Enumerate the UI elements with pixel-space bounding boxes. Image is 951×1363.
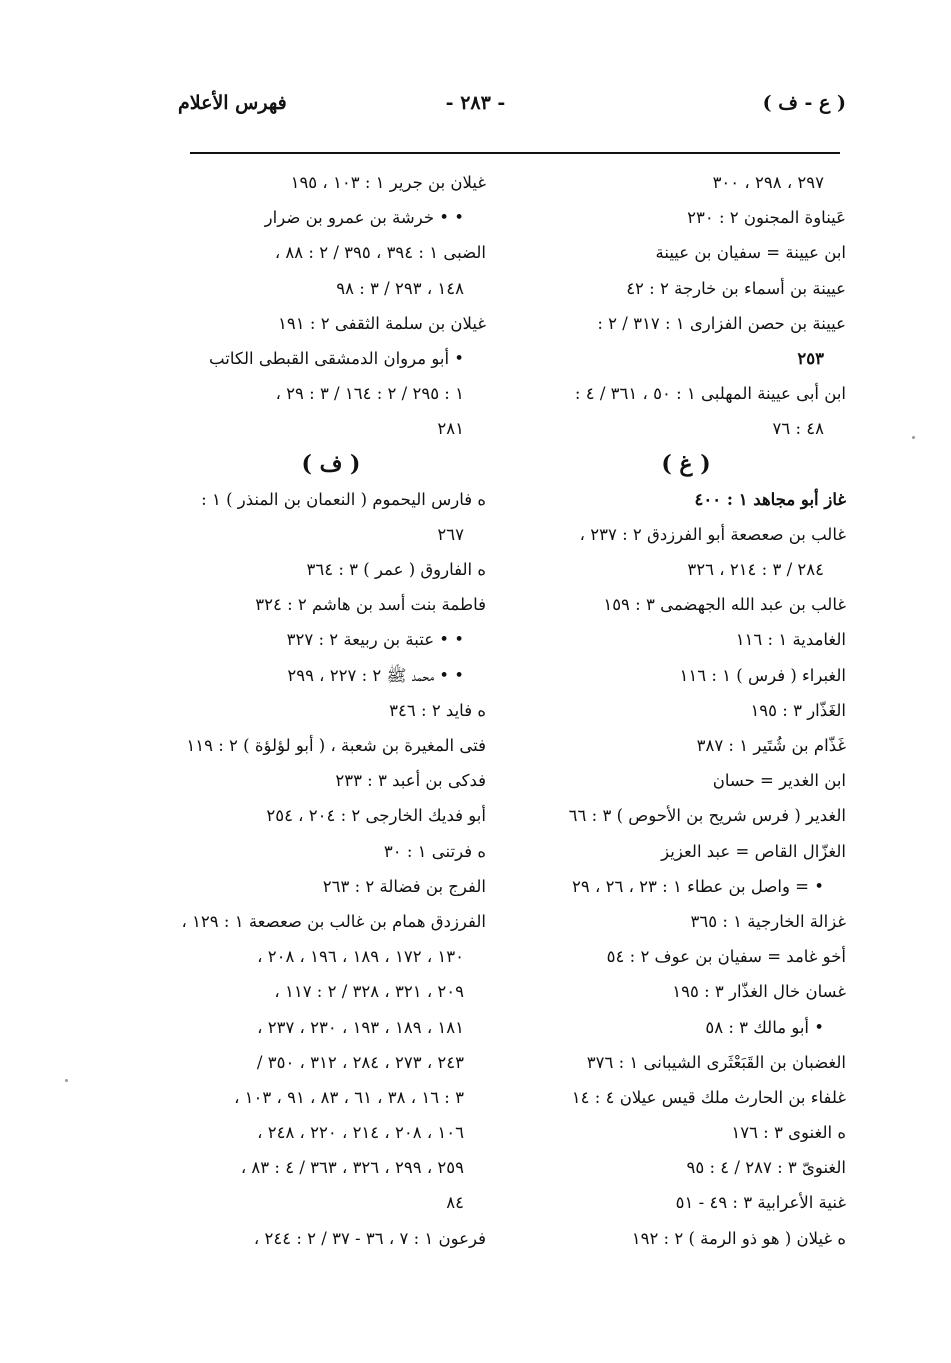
right-entry-line: ٢٨٤ / ٣ : ٢١٤ ، ٣٢٦	[687, 560, 824, 580]
left-entry-line: ه فرتنى ١ : ٣٠	[383, 841, 486, 861]
left-entry-line: • • خرشة بن عمرو بن ضرار	[264, 208, 464, 228]
section-letter-heading: ( ف )	[301, 450, 361, 477]
right-entry-line: الغدير ( فرس شريح بن الأحوص ) ٣ : ٦٦	[568, 806, 846, 826]
right-entry-line: عيينة بن حصن الفزارى ١ : ٣١٧ / ٢ :	[597, 313, 846, 333]
right-entry-line: ابن عيينة = سفيان بن عيينة	[655, 243, 846, 263]
left-entry-line: ٨٤	[446, 1193, 464, 1213]
right-entry-line: ٢٩٧ ، ٢٩٨ ، ٣٠٠	[712, 173, 824, 192]
scan-speck	[912, 436, 915, 439]
right-entry-line: عيينة بن أسماء بن خارجة ٢ : ٤٢	[626, 278, 846, 298]
left-entry-line: ٢٦٧	[437, 524, 464, 544]
scan-speck	[65, 1079, 68, 1082]
right-entry-line: غاز أبو مجاهد ١ : ٤٠٠	[694, 489, 846, 509]
left-entry-line: فاطمة بنت أسد بن هاشم ٢ : ٣٢٤	[255, 595, 486, 615]
left-entry-line: ه الفاروق ( عمر ) ٣ : ٣٦٤	[306, 560, 486, 580]
left-column	[176, 165, 486, 1256]
right-entry-line: • أبو مالك ٣ : ٥٨	[705, 1017, 824, 1037]
left-entry-line: ١ : ٢٩٥ / ٢ : ١٦٤ / ٣ : ٢٩ ،	[275, 384, 464, 404]
right-entry-line: ابن أبى عيينة المهلبى ١ : ٥٠ ، ٣٦١ / ٤ :	[574, 384, 846, 404]
left-entry-line: الضبى ١ : ٣٩٤ ، ٣٩٥ / ٢ : ٨٨ ،	[274, 243, 486, 263]
left-entry-line: ١٨١ ، ١٨٩ ، ١٩٣ ، ٢٣٠ ، ٢٣٧ ،	[257, 1017, 464, 1037]
left-entry-line: غيلان بن جرير ١ : ١٠٣ ، ١٩٥	[290, 173, 486, 192]
right-entry-line: الغبراء ( فرس ) ١ : ١١٦	[679, 665, 846, 685]
left-entry-line: فدكى بن أعبد ٣ : ٢٣٣	[335, 771, 486, 791]
left-entry-line: • أبو مروان الدمشقى القبطى الكاتب	[209, 348, 464, 368]
left-entry-line: فرعون ١ : ٧ ، ٣٦ - ٣٧ / ٢ : ٢٤٤ ،	[253, 1228, 486, 1248]
right-entry-line: الغامدية ١ : ١١٦	[735, 630, 846, 650]
left-entry-line: ٢٤٣ ، ٢٧٣ ، ٢٨٤ ، ٣١٢ ، ٣٥٠ /	[256, 1052, 464, 1072]
right-entry-line: ابن الغدير = حسان	[712, 771, 846, 791]
left-entry-line: • • عتبة بن ربيعة ٢ : ٣٢٧	[286, 630, 464, 650]
right-entry-line: عَيناوة المجنون ٢ : ٢٣٠	[687, 208, 846, 228]
left-entry-line: ١٤٨ ، ٢٩٣ / ٣ : ٩٨	[336, 278, 464, 298]
right-entry-line: غنية الأعرابية ٣ : ٤٩ - ٥١	[675, 1193, 846, 1213]
left-entry-line: ٢٨١	[437, 419, 464, 439]
section-letter-heading: ( غ )	[661, 450, 711, 477]
left-entry-line: ٢٠٩ ، ٣٢١ ، ٣٢٨ / ٢ : ١١٧ ،	[274, 982, 464, 1002]
left-entry-line: ٢٥٩ ، ٢٩٩ ، ٣٢٦ ، ٣٦٣ / ٤ : ٨٣ ،	[240, 1158, 464, 1178]
running-header-range: ( ع - ف )	[762, 92, 846, 114]
left-entry-line: ١٠٦ ، ٢٠٨ ، ٢١٤ ، ٢٢٠ ، ٢٤٨ ،	[257, 1123, 464, 1143]
header-rule	[190, 152, 840, 154]
left-entry-line: فتى المغيرة بن شعبة ، ( أبو لؤلؤة ) ٢ : ١١٩	[186, 736, 486, 755]
right-entry-line: غلفاء بن الحارث ملك قيس عيلان ٤ : ١٤	[571, 1087, 846, 1107]
right-entry-line: غالب بن عبد الله الجهضمى ٣ : ١٥٩	[603, 595, 846, 615]
left-entry-line: أبو فديك الخارجى ٢ : ٢٠٤ ، ٢٥٤	[266, 806, 486, 826]
right-entry-line: غَذّام بن شُتَير ١ : ٣٨٧	[696, 736, 846, 755]
right-entry-line: الغنوىّ ٣ : ٢٨٧ / ٤ : ٩٥	[686, 1158, 846, 1178]
right-entry-line: أخو غامد = سفيان بن عوف ٢ : ٥٤	[606, 947, 846, 967]
left-entry-line: ه فارس اليحموم ( النعمان بن المنذر ) ١ :	[201, 489, 486, 509]
right-entry-line: الغضبان بن القَبَعْثَرى الشيبانى ١ : ٣٧٦	[586, 1052, 846, 1072]
right-entry-line: ٤٨ : ٧٦	[772, 419, 824, 439]
right-entry-line: غالب بن صعصعة أبو الفرزدق ٢ : ٢٣٧ ،	[579, 524, 846, 544]
right-entry-line: ٢٥٣	[797, 348, 824, 368]
left-entry-line: الفرج بن فضالة ٢ : ٢٦٣	[322, 876, 486, 896]
left-entry-line: ٣ : ١٦ ، ٣٨ ، ٦١ ، ٨٣ ، ٩١ ، ١٠٣ ،	[234, 1087, 464, 1107]
left-entry-line: الفرزدق همام بن غالب بن صعصعة ١ : ١٢٩ ،	[181, 911, 486, 931]
right-entry-line: • = واصل بن عطاء ١ : ٢٣ ، ٢٦ ، ٢٩	[572, 876, 824, 896]
right-entry-line: ه الغنوى ٣ : ١٧٦	[731, 1123, 846, 1143]
left-entry-line: ه فايد ٢ : ٣٤٦	[389, 700, 486, 720]
right-entry-line: الغزّال القاص = عبد العزيز	[661, 841, 846, 861]
right-column	[526, 165, 846, 1256]
left-entry-line: • • محمد ﷺ ٢ : ٢٢٧ ، ٢٩٩	[287, 665, 464, 685]
right-entry-line: الغَذّار ٣ : ١٩٥	[750, 700, 846, 720]
right-entry-line: غسان خال الغذّار ٣ : ١٩٥	[672, 982, 846, 1002]
right-entry-line: ه غيلان ( هو ذو الرمة ) ٢ : ١٩٢	[631, 1228, 846, 1248]
running-header-title: فهرس الأعلام	[178, 92, 287, 114]
page-number: - ٢٨٣ -	[445, 92, 506, 114]
left-entry-line: غيلان بن سلمة الثقفى ٢ : ١٩١	[278, 313, 486, 333]
left-entry-line: ١٣٠ ، ١٧٢ ، ١٨٩ ، ١٩٦ ، ٢٠٨ ،	[257, 947, 464, 967]
right-entry-line: غزالة الخارجية ١ : ٣٦٥	[690, 911, 846, 931]
